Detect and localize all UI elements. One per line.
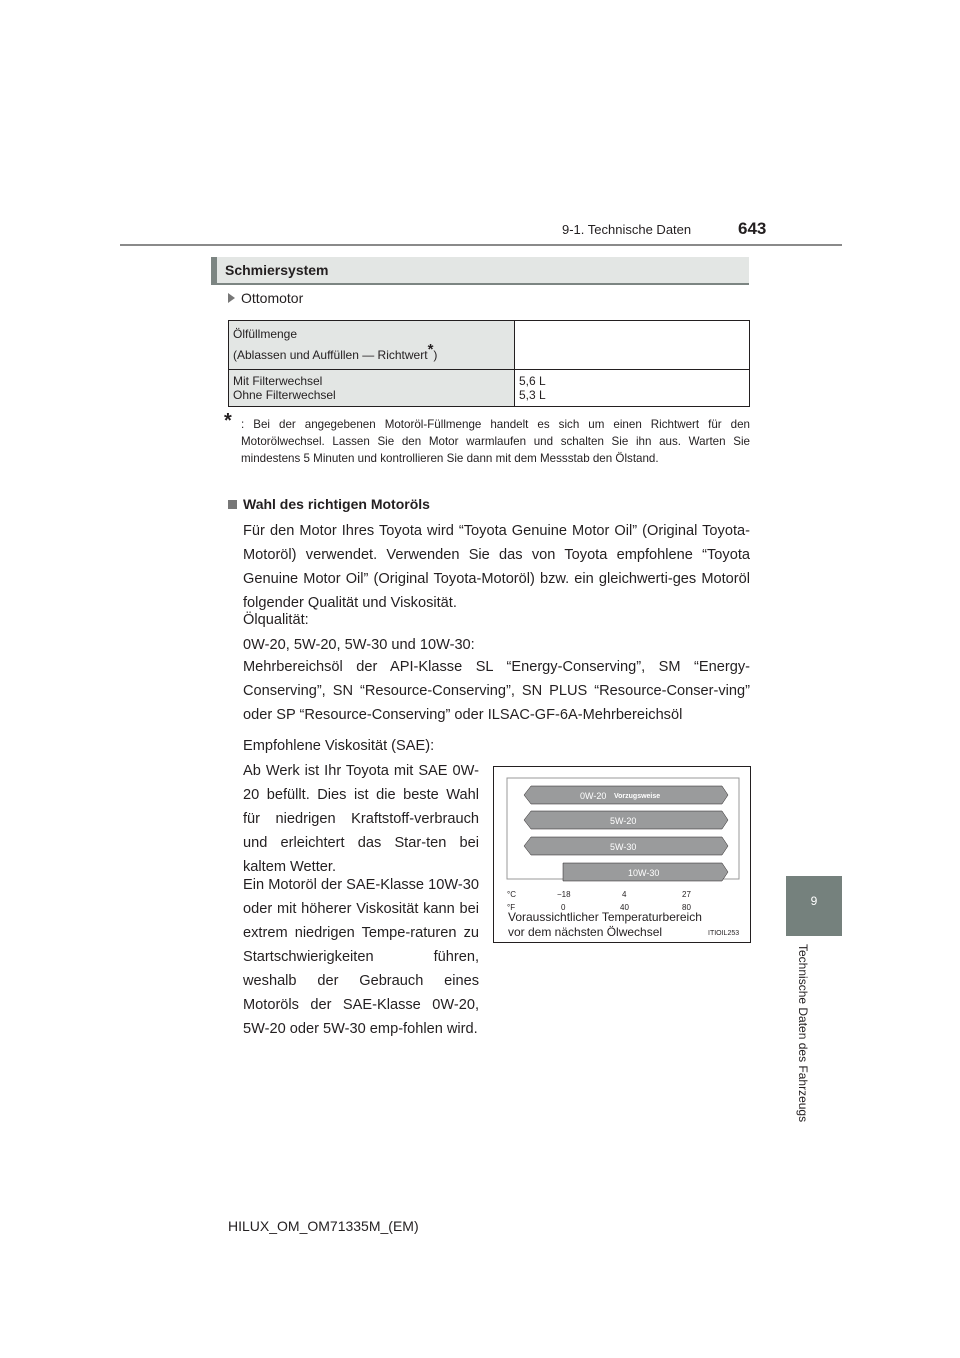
table-row <box>229 370 750 407</box>
triangle-bullet-icon <box>228 293 235 303</box>
footnote-marker: * <box>224 410 232 432</box>
row-value-with-filter: 5,6 L <box>519 374 546 388</box>
intro-paragraph: Für den Motor Ihres Toyota wird “Toyota Genuine Motor Oil” (Original Toyota-Motoröl) verwendet. Verwenden Sie das von Toyota empfohlene “Toyota Genuine Motor Oil” (Original Toyota-Motoröl) bzw. ein gleichwerti-ges Motoröl folgender Qualität und Viskosität. <box>243 523 750 611</box>
bar-0w20-label: 0W-20 <box>580 791 607 801</box>
fahrenheit-tick-1: 0 <box>561 903 566 912</box>
chapter-tab <box>786 876 842 936</box>
bar-5w30-label: 5W-30 <box>610 842 637 852</box>
footnote-text: : Bei der angegebenen Motoröl-Füllmenge handelt es sich um einen Richtwert für den Motorölwechsel. Lassen Sie den Motor warmlaufen und schalten Sie ihn aus. Warten Sie mindestens 5 Minuten und kontrollieren Sie dann mit dem Messstab den Ölstand. <box>241 418 750 465</box>
table-header-row <box>229 321 750 370</box>
subheading-text: Wahl des richtigen Motoröls <box>243 496 430 512</box>
chart-caption-line1: Voraussichtlicher Temperaturbereich <box>508 910 702 924</box>
fahrenheit-tick-3: 80 <box>682 903 691 912</box>
chapter-label <box>796 944 814 1144</box>
section-marker <box>211 257 217 283</box>
table-header-line2: (Ablassen und Auffüllen — Richtwert <box>233 348 428 362</box>
section-title-bar <box>211 257 749 285</box>
fahrenheit-unit: °F <box>507 903 516 912</box>
celsius-tick-1: −18 <box>557 890 571 899</box>
bar-10w30 <box>563 863 728 881</box>
figure-code: ITIOIL253 <box>708 930 740 937</box>
table-header-empty <box>515 321 750 370</box>
page-number: 643 <box>738 219 767 238</box>
section-header: 9-1. Technische Daten <box>562 222 692 237</box>
bar-0w20 <box>524 786 728 804</box>
celsius-unit: °C <box>507 890 516 899</box>
viscosity-chart <box>493 766 751 943</box>
chart-caption-line2: vor dem nächsten Ölwechsel <box>508 925 663 939</box>
api-text: Mehrbereichsöl der API-Klasse SL “Energy-Conserving”, SM “Energy-Conserving”, SN “Resource-Conserving”, SN PLUS “Resource-Conser-ving” oder SP “Resource-Conserving” oder ILSAC-GF-6A-Mehrbereichsöl <box>243 659 750 723</box>
square-bullet-icon <box>228 500 237 509</box>
celsius-tick-2: 4 <box>622 890 627 899</box>
table-header-star: * <box>427 341 434 358</box>
factory-fill-text: Ab Werk ist Ihr Toyota mit SAE 0W-20 befüllt. Dies ist die beste Wahl für niedrigen Kraftstoff-verbrauch und erleichtert das Star-ten bei kaltem Wetter. <box>243 763 479 875</box>
section-title: Schmiersystem <box>225 262 329 278</box>
footnote <box>224 410 750 467</box>
oil-capacity-table <box>228 320 750 407</box>
table-cell-values <box>515 370 750 407</box>
viscosity-label: Empfohlene Viskosität (SAE): <box>243 738 435 754</box>
row-label-with-filter: Mit Filterwechsel <box>233 374 323 388</box>
viscosity-warning-text: Ein Motoröl der SAE-Klasse 10W-30 oder mit höherer Viskosität kann bei extrem niedrigen Tempe-raturen zu Startschwierigkeiten führen, weshalb der Gebrauch eines Motoröls der SAE-Klasse 0W-20, 5W-20 oder 5W-30 emp-fohlen wird. <box>243 877 479 1037</box>
chapter-label-text: Technische Daten des Fahrzeugs <box>796 944 810 1123</box>
engine-label <box>228 290 303 306</box>
table-header-close: ) <box>433 348 438 362</box>
row-label-without-filter: Ohne Filterwechsel <box>233 388 336 402</box>
subheading <box>228 496 430 512</box>
document-code: HILUX_OM_OM71335M_(EM) <box>228 1218 419 1234</box>
bar-0w20-extra-label: Vorzugsweise <box>614 793 661 800</box>
quality-label: Ölqualität: <box>243 612 309 628</box>
celsius-tick-3: 27 <box>682 890 691 899</box>
header-rule <box>120 244 842 246</box>
table-header-line1: Ölfüllmenge <box>233 327 298 341</box>
bar-10w30-label: 10W-30 <box>628 868 660 878</box>
bar-5w20 <box>524 811 728 829</box>
bar-5w30 <box>524 837 728 855</box>
table-header-cell <box>229 321 515 370</box>
row-value-without-filter: 5,3 L <box>519 388 546 402</box>
bar-5w20-label: 5W-20 <box>610 816 637 826</box>
chapter-number: 9 <box>810 894 818 908</box>
table-cell-labels <box>229 370 515 407</box>
grades-text: 0W-20, 5W-20, 5W-30 und 10W-30: <box>243 637 475 653</box>
engine-label-text: Ottomotor <box>241 290 304 306</box>
fahrenheit-tick-2: 40 <box>620 903 629 912</box>
